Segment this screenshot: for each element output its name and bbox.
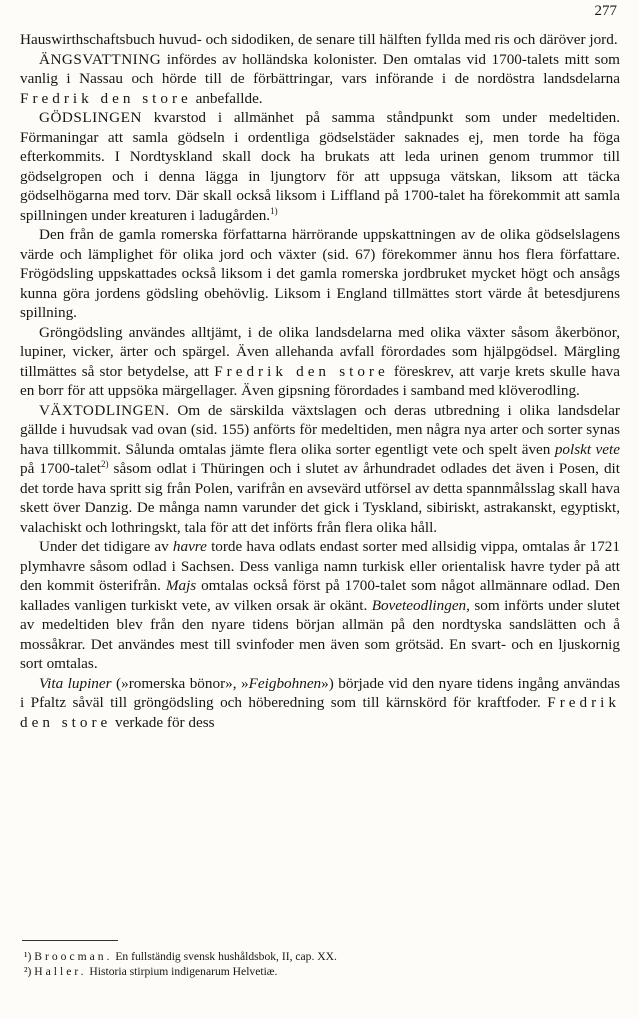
footnote-divider <box>22 940 118 941</box>
text-span: kvarstod i allmänhet på samma ståndpunkt som under medeltiden. Förmaningar att samla gödseln i ordentliga gödselstäder saknades ej, men torde ha föga efterkommits. I Nordtyskland skall dock ha brukats att leda urinen genom trummor till gödselgropen och i denna lägga in ljungtorv för att uppsuga vätskan, liksom att täcka gödselhögarna med torv. Där skall också liksom i Liffland på 1700-talet ha förekommit att samla spillningen under kreaturen i ladugården. <box>20 109 620 224</box>
text-span: Fredrik den store <box>20 89 192 107</box>
paragraph <box>20 323 620 401</box>
body-text <box>20 30 620 732</box>
text-span: omtalas också först på 1700-talet som något allmännare odlad. Den kallades vanligen turkiskt vete, av vilken orsak är okänt. <box>20 577 620 614</box>
footnote-mark: ²) <box>24 965 32 978</box>
footnote <box>24 964 624 979</box>
text-span: anbefallde. <box>191 89 263 107</box>
text-span: GÖDSLINGEN <box>39 109 142 126</box>
text-span: verkade för dess <box>111 713 215 731</box>
text-span: Hauswirthschaftsbuch huvud- och sidodiken, de senare till hälften fyllda med ris och däröver jord. <box>20 31 618 48</box>
footnote-text: Historia stirpium indigenarum Helvetiæ. <box>86 965 278 978</box>
footnote-reference: 2) <box>100 458 109 469</box>
text-span: havre <box>172 538 207 555</box>
footnotes <box>24 949 624 979</box>
text-span: infördes av holländska kolonister. Den omtalas vid 1700-talets mitt som vanlig i Nassau och hörde till de förbättringar, vars införande i de nordöstra landsdelarna <box>20 50 620 87</box>
text-span: Feigbohnen <box>248 674 322 692</box>
text-span: föreskrev, att varje krets skulle hava en borr för att uppsöka märgellager. Även gipsning förordades i samband med klöverodling. <box>20 362 620 399</box>
text-span: Gröngödsling användes alltjämt, i de olika landsdelarna med olika växter såsom åkerbönor, lupiner, vicker, ärter och spärgel. Även allehanda avfall förordades som hjälpgödsel. Märgling tillmättes så stor betydelse, att <box>20 323 620 380</box>
text-span: Vita lupiner <box>39 674 112 692</box>
text-span: Den från de gamla romerska författarna härrörande uppskattningen av de olika gödselslagens värde och lämplighet för olika jord och växter (sid. 67) förekommer ännu hos flera författare. Frögödsling uppskattades också liksom i det gamla romerska jordbruket mycket högt och ansågs kunna göra jordens gödsling obehövlig. Liksom i England tillmättes stort värde åt betesdjurens spillning. <box>20 226 620 321</box>
text-span: Om de särskilda växtslagen och deras utbredning i olika landsdelar gällde i huvudsak vad ovan (sid. 155) anförts för medeltiden, men några nya arter och sorter synas hava tillkommit. Sålunda omtalas jämte flera olika sorter egentligt vete och spelt även <box>20 401 620 458</box>
paragraph <box>20 30 620 50</box>
text-span: Fredrik den store <box>20 694 620 731</box>
text-span: som införts under slutet av medeltiden blev från den nyare tidens början allmän på den nordtyska sandslätten och å mossåkrar. Det användes mest till svinfoder men även som grötsäd. En svart- och en ljuskornig sort omtalas. <box>20 596 621 672</box>
paragraph <box>20 674 620 733</box>
text-span: Fredrik den store <box>214 362 389 380</box>
footnote <box>24 949 624 964</box>
text-span: på 1700-talet <box>20 460 101 477</box>
footnote-reference: 1) <box>270 205 278 216</box>
paragraph <box>20 401 620 538</box>
text-span: torde hava odlats endast sorter med allsidig vippa, omtalas år 1721 plymhavre såsom odlad i Sachsen. Dess vanliga namn turkisk eller orientalisk havre tyder på att den kommit österifrån. <box>20 538 620 594</box>
footnote-author: Broocman. <box>34 950 113 963</box>
text-span: (»romerska bönor», » <box>111 674 249 692</box>
text-span: ÄNGSVATTNING <box>39 50 162 68</box>
paragraph <box>20 50 620 109</box>
footnote-text: En fullständig svensk hushåldsbok, II, cap. XX. <box>112 950 337 963</box>
text-span: Boveteodlingen, <box>371 596 470 614</box>
text-span: Under det tidigare av <box>39 538 173 555</box>
text-span: ») började vid den nyare tidens ingång användas i Pfaltz såväl till gröngödsling och höberedning som till kärnskörd för kraftfoder. <box>20 674 620 711</box>
paragraph <box>20 225 620 323</box>
paragraph <box>20 108 620 225</box>
paragraph <box>20 537 620 674</box>
text-span: Majs <box>165 577 197 594</box>
text-span: polskt vete <box>554 440 620 458</box>
footnote-mark: ¹) <box>24 950 32 963</box>
text-span: VÄXTODLINGEN. <box>39 401 170 419</box>
page-number: 277 <box>594 3 617 19</box>
footnote-author: Haller. <box>34 965 87 978</box>
text-span: såsom odlat i Thüringen och i slutet av århundradet odlades det även i Posen, dit det torde hava spritt sig från Polen, varifrån en avsevärd utförsel av detta spannmålsslag skall hava skett över Danzig. De många namn varunder det gick i Tyskland, sibiriskt, astrakanskt, egyptiskt, valachiskt och lothringskt, tala för att det införts från flera olika håll. <box>20 460 620 536</box>
